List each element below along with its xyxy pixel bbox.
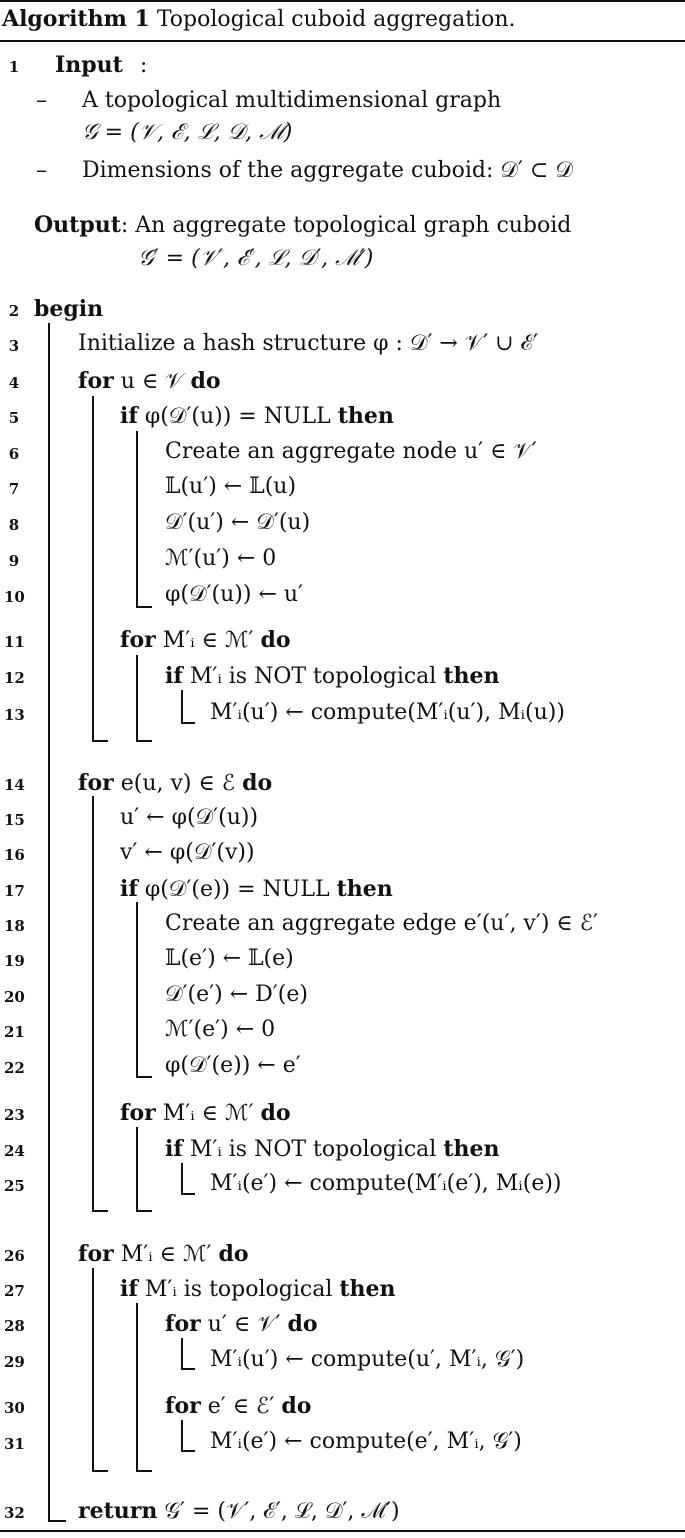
output-formula: 𝒢′ = (𝒱′, ℰ′, ℒ, 𝒟′, ℳ′) <box>138 246 374 271</box>
scope-bar <box>136 1303 138 1470</box>
algorithm-line <box>120 805 258 831</box>
input-label: Input <box>55 52 123 78</box>
line-number: 7 <box>8 480 20 498</box>
statement: M′ᵢ ∈ ℳ′ <box>113 1242 219 1267</box>
input-dash: – <box>36 88 47 113</box>
keyword: then <box>443 663 500 689</box>
scope-foot <box>136 1210 152 1212</box>
statement: M′ᵢ(e′) ← compute(e′, M′ᵢ, 𝒢′) <box>210 1429 522 1454</box>
algorithm-line <box>34 296 103 323</box>
algorithm-line <box>165 1311 318 1338</box>
algorithm-line <box>165 663 499 690</box>
scope-bar <box>48 323 50 1520</box>
input-item: A topological multidimensional graph <box>82 88 502 113</box>
keyword: do <box>190 368 221 394</box>
keyword: if <box>120 1276 138 1302</box>
line-number: 17 <box>4 882 25 900</box>
output-label: Output <box>34 212 121 238</box>
scope-foot <box>136 1470 152 1472</box>
keyword: do <box>260 627 291 653</box>
line-number: 16 <box>4 846 25 864</box>
statement: φ(𝒟′(e)) = NULL <box>137 877 337 902</box>
algorithm-line <box>165 1393 311 1420</box>
statement: M′ᵢ(e′) ← compute(M′ᵢ(e′), Mᵢ(e)) <box>210 1171 562 1196</box>
scope-foot <box>136 606 152 608</box>
output-heading <box>34 212 571 239</box>
scope-foot <box>92 740 108 742</box>
input-item: Dimensions of the aggregate cuboid: 𝒟′ ⊂ 𝒟 <box>82 158 573 183</box>
statement: 𝒟′(e′) ← D′(e) <box>165 982 308 1007</box>
statement: M′ᵢ(u′) ← compute(u′, M′ᵢ, 𝒢′) <box>210 1347 525 1372</box>
statement: φ(𝒟′(u)) = NULL <box>137 404 338 429</box>
keyword: return <box>78 1498 158 1524</box>
line-number: 24 <box>4 1142 25 1160</box>
statement: 𝒟′(u′) ← 𝒟′(u) <box>165 510 311 535</box>
scope-bar <box>92 796 94 1210</box>
line-number: 21 <box>4 1023 25 1041</box>
line-number: 22 <box>4 1059 25 1077</box>
statement: u ∈ 𝒱 <box>113 369 191 394</box>
algorithm-line <box>165 546 276 572</box>
statement: ℳ′(e′) ← 0 <box>165 1017 276 1042</box>
algorithm-line <box>120 840 255 866</box>
output-text: : An aggregate topological graph cuboid <box>120 213 572 238</box>
scope-foot <box>181 1193 195 1195</box>
line-number: 20 <box>4 988 25 1006</box>
scope-foot <box>92 1210 108 1212</box>
keyword: for <box>78 1241 114 1267</box>
keyword: for <box>78 368 114 394</box>
scope-foot <box>181 1368 195 1370</box>
caption-rule <box>0 40 685 42</box>
algorithm-line <box>210 1429 522 1455</box>
statement: e′ ∈ ℰ′ <box>200 1394 282 1419</box>
statement: M′ᵢ is NOT topological <box>182 664 444 689</box>
algorithm-line <box>78 368 221 395</box>
top-rule <box>0 0 685 2</box>
statement: u′ ∈ 𝒱′ <box>200 1312 288 1337</box>
keyword: do <box>281 1393 312 1419</box>
algorithm-line <box>210 700 565 726</box>
statement: Initialize a hash structure φ : 𝒟′ → 𝒱′ ∪ ℰ′ <box>78 331 539 356</box>
algorithm-line <box>78 1498 400 1525</box>
scope-bar <box>181 1163 183 1193</box>
statement: φ(𝒟′(u)) ← u′ <box>165 582 304 607</box>
algorithm-line <box>210 1171 562 1197</box>
scope-bar <box>136 1127 138 1210</box>
scope-foot <box>92 1470 108 1472</box>
input-colon: : <box>139 53 148 78</box>
keyword: if <box>165 663 183 689</box>
bottom-rule <box>0 1530 685 1532</box>
line-number: 25 <box>4 1177 25 1195</box>
algorithm-line <box>165 439 537 465</box>
line-number: 1 <box>8 58 20 76</box>
algorithm-line <box>78 770 272 797</box>
input-heading <box>55 52 147 79</box>
algorithm-line <box>120 627 291 654</box>
line-number: 5 <box>8 409 20 427</box>
keyword: do <box>287 1311 318 1337</box>
line-number: 3 <box>8 337 20 355</box>
statement: Create an aggregate edge e′(u′, v′) ∈ ℰ′ <box>165 911 599 936</box>
statement: 𝒢′ = (𝒱′, ℰ′, ℒ, 𝒟′, ℳ′) <box>157 1499 400 1524</box>
line-number: 30 <box>4 1399 25 1417</box>
statement: M′ᵢ ∈ ℳ′ <box>155 628 261 653</box>
keyword: then <box>336 876 393 902</box>
algorithm-line <box>165 510 310 536</box>
scope-bar <box>92 396 94 740</box>
statement: M′ᵢ is NOT topological <box>182 1137 444 1162</box>
keyword: for <box>120 627 156 653</box>
algorithm-line <box>78 1241 249 1268</box>
statement: M′ᵢ ∈ ℳ′ <box>155 1101 261 1126</box>
line-number: 19 <box>4 952 25 970</box>
algorithm-line <box>210 1347 524 1373</box>
algorithm-label: Algorithm 1 <box>2 6 150 32</box>
algorithm-line <box>120 1276 396 1303</box>
scope-bar <box>181 690 183 722</box>
algorithm-line <box>120 876 393 903</box>
algorithm-line <box>78 331 538 357</box>
algorithm-line <box>120 403 394 430</box>
algorithm-line <box>165 982 308 1008</box>
keyword: begin <box>34 296 104 322</box>
keyword: if <box>165 1136 183 1162</box>
line-number: 10 <box>4 588 25 606</box>
algorithm-title <box>2 6 515 33</box>
keyword: then <box>337 403 394 429</box>
algorithm-caption: Topological cuboid aggregation. <box>156 7 516 32</box>
algorithm-line <box>165 946 294 972</box>
line-number: 9 <box>8 552 20 570</box>
keyword: do <box>260 1100 291 1126</box>
scope-bar <box>92 1268 94 1470</box>
statement: Create an aggregate node u′ ∈ 𝒱′ <box>165 439 537 464</box>
line-number: 2 <box>8 302 20 320</box>
scope-foot <box>136 1076 152 1078</box>
keyword: if <box>120 876 138 902</box>
keyword: do <box>218 1241 249 1267</box>
line-number: 12 <box>4 669 25 687</box>
input-formula: 𝒢 = (𝒱, ℰ, ℒ, 𝒟, ℳ) <box>82 120 293 145</box>
statement: φ(𝒟′(e)) ← e′ <box>165 1053 301 1078</box>
scope-bar <box>181 1338 183 1368</box>
line-number: 11 <box>4 633 25 651</box>
keyword: then <box>443 1136 500 1162</box>
line-number: 27 <box>4 1282 25 1300</box>
statement: M′ᵢ(u′) ← compute(M′ᵢ(u′), Mᵢ(u)) <box>210 700 565 725</box>
line-number: 4 <box>8 374 20 392</box>
line-number: 15 <box>4 811 25 829</box>
line-number: 29 <box>4 1353 25 1371</box>
statement: u′ ← φ(𝒟′(u)) <box>120 805 259 830</box>
line-number: 14 <box>4 776 25 794</box>
algorithm-line <box>165 1017 275 1043</box>
keyword: if <box>120 403 138 429</box>
line-number: 8 <box>8 516 20 534</box>
statement: ℳ′(u′) ← 0 <box>165 546 277 571</box>
line-number: 31 <box>4 1435 25 1453</box>
keyword: for <box>78 770 114 796</box>
statement: 𝕃(e′) ← 𝕃(e) <box>165 946 294 971</box>
line-number: 28 <box>4 1317 25 1335</box>
line-number: 13 <box>4 706 25 724</box>
scope-bar <box>181 1420 183 1450</box>
scope-bar <box>136 431 138 606</box>
algorithm-line <box>165 474 296 500</box>
line-number: 32 <box>4 1504 25 1522</box>
keyword: for <box>120 1100 156 1126</box>
line-number: 6 <box>8 445 20 463</box>
keyword: for <box>165 1393 201 1419</box>
statement: 𝕃(u′) ← 𝕃(u) <box>165 474 297 499</box>
keyword: then <box>339 1276 396 1302</box>
scope-bar <box>136 902 138 1076</box>
algorithm-line <box>165 1053 301 1079</box>
line-number: 18 <box>4 917 25 935</box>
line-number: 26 <box>4 1247 25 1265</box>
keyword: for <box>165 1311 201 1337</box>
scope-foot <box>48 1520 66 1522</box>
scope-bar <box>136 655 138 740</box>
algorithm-line <box>120 1100 291 1127</box>
statement: M′ᵢ is topological <box>137 1277 340 1302</box>
input-dash: – <box>36 158 47 183</box>
algorithm-line <box>165 911 598 937</box>
line-number: 23 <box>4 1106 25 1124</box>
scope-foot <box>181 1450 195 1452</box>
statement: e(u, v) ∈ ℰ <box>113 771 243 796</box>
algorithm-line <box>165 1136 499 1163</box>
keyword: do <box>242 770 273 796</box>
scope-foot <box>136 740 152 742</box>
algorithm-line <box>165 582 303 608</box>
statement: v′ ← φ(𝒟′(v)) <box>120 840 255 865</box>
scope-foot <box>181 722 195 724</box>
